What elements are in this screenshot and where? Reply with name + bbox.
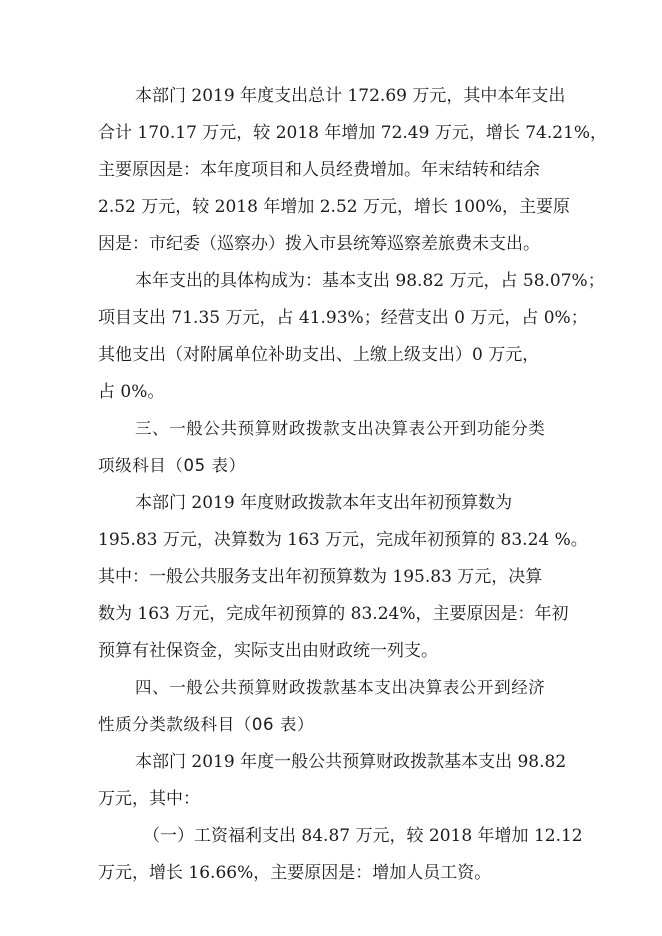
section-heading-4: 四、一般公共预算财政拨款基本支出决算表公开到经济	[135, 678, 546, 697]
paragraph-expenditure-composition-line: 占 0%。	[98, 382, 165, 402]
paragraph-expenditure-composition-line: 其他支出（对附属单位补助支出、上缴上级支出）0 万元，	[98, 345, 540, 365]
paragraph-fiscal-appropriation-line: 数为 163 万元，完成年初预算的 83.24%，主要原因是：年初	[98, 604, 569, 624]
paragraph-expenditure-total-line: 因是：市纪委（巡察办）拨入市县统筹巡察差旅费未支出。	[98, 234, 540, 254]
section-heading-3: 三、一般公共预算财政拨款支出决算表公开到功能分类	[135, 419, 546, 438]
paragraph-expenditure-total-line: 2.52 万元，较 2018 年增加 2.52 万元，增长 100%，主要原	[98, 197, 570, 217]
paragraph-expenditure-composition-line: 项目支出 71.35 万元，占 41.93%；经营支出 0 万元，占 0%；	[98, 308, 588, 328]
paragraph-fiscal-appropriation-line: 195.83 万元，决算数为 163 万元，完成年初预算的 83.24 %。	[98, 530, 588, 550]
paragraph-expenditure-total: 本部门 2019 年度支出总计 172.69 万元，其中本年支出	[135, 86, 566, 106]
paragraph-expenditure-total-line: 合计 170.17 万元，较 2018 年增加 72.49 万元，增长 74.21%，	[98, 123, 608, 143]
paragraph-expenditure-total-line: 主要原因是：本年度项目和人员经费增加。年末结转和结余	[98, 160, 540, 180]
paragraph-expenditure-composition: 本年支出的具体构成为：基本支出 98.82 万元，占 58.07%；	[135, 271, 605, 291]
paragraph-salary-welfare-line: 万元，增长 16.66%，主要原因是：增加人员工资。	[98, 863, 492, 883]
paragraph-fiscal-appropriation: 本部门 2019 年度财政拨款本年支出年初预算数为	[135, 493, 513, 513]
paragraph-fiscal-appropriation-line: 其中：一般公共服务支出年初预算数为 195.83 万元，决算	[98, 567, 543, 587]
section-heading-4-line: 性质分类款级科目（06 表）	[98, 715, 315, 734]
paragraph-basic-expenditure-line: 万元，其中：	[98, 789, 200, 809]
paragraph-fiscal-appropriation-line: 预算有社保资金，实际支出由财政统一列支。	[98, 641, 438, 661]
paragraph-salary-welfare: （一）工资福利支出 84.87 万元，较 2018 年增加 12.12	[143, 826, 583, 846]
section-heading-3-line: 项级科目（05 表）	[98, 456, 246, 475]
paragraph-basic-expenditure: 本部门 2019 年度一般公共预算财政拨款基本支出 98.82	[135, 752, 567, 772]
